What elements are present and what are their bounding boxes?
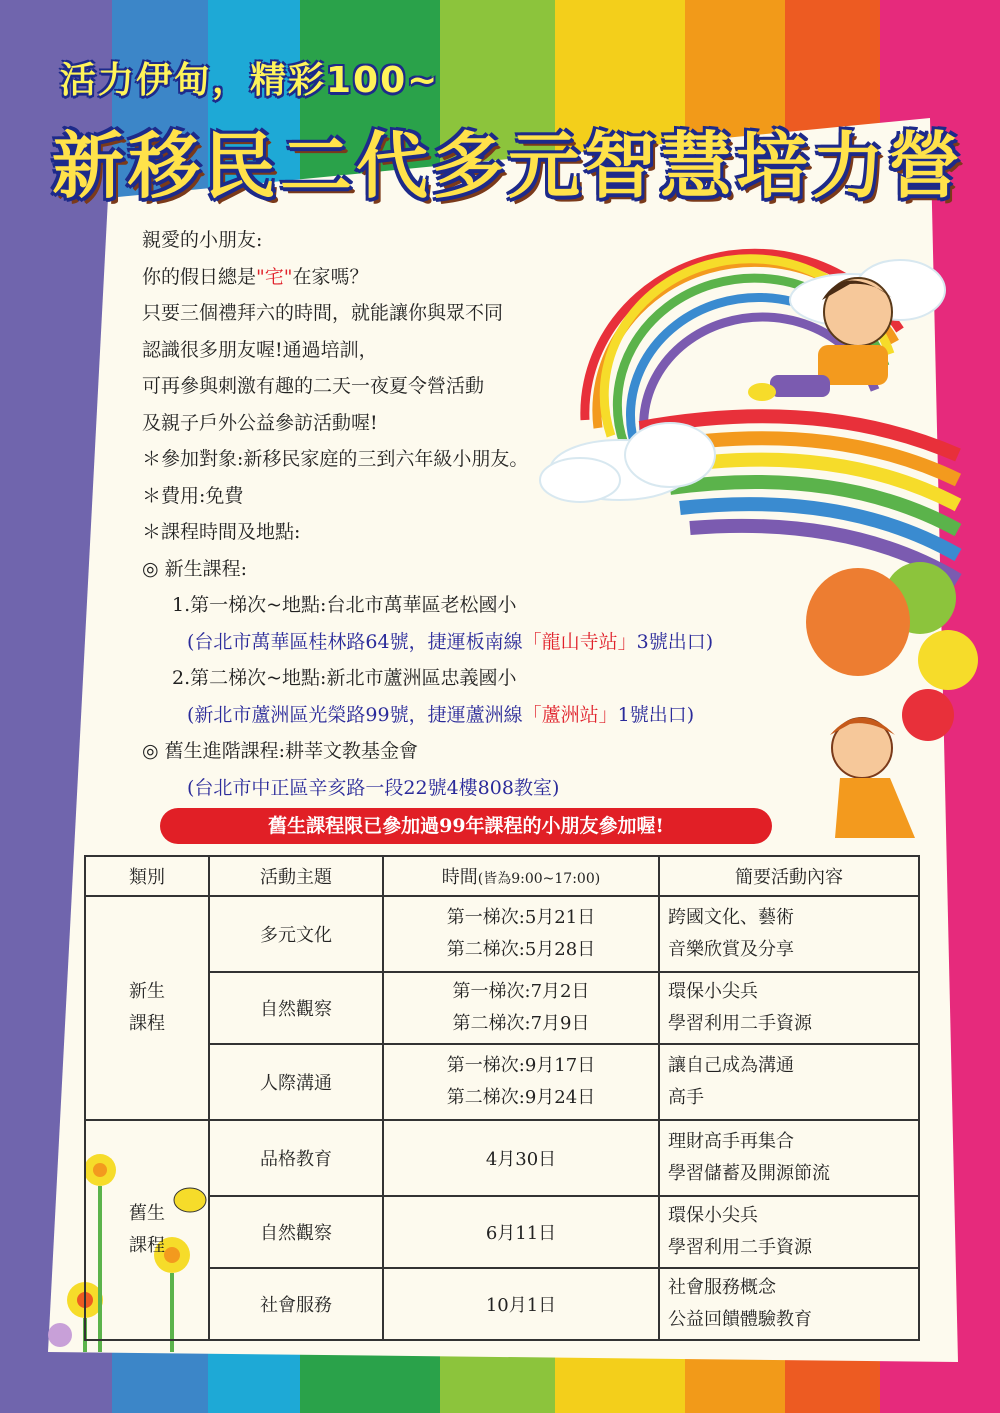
question-line — [142, 259, 782, 296]
question-after: 在家嗎？ — [292, 265, 369, 288]
content-cell — [659, 1268, 919, 1340]
content-line-2: 高手 — [668, 1087, 704, 1108]
content-cell — [659, 896, 919, 972]
theme-cell: 人際溝通 — [209, 1044, 383, 1120]
intro-line-6: 及親子戶外公益參訪活動喔! — [142, 411, 378, 434]
header-time-note: (皆為9:00~17:00) — [477, 871, 601, 887]
session-1-exit: 3號出口) — [636, 630, 714, 653]
question-highlight: "宅" — [256, 265, 293, 288]
theme-cell: 自然觀察 — [209, 1196, 383, 1268]
time-line-1: 第一梯次:7月2日 — [452, 981, 590, 1002]
time-cell — [383, 972, 659, 1044]
theme-cell: 多元文化 — [209, 896, 383, 972]
header-category: 類別 — [85, 856, 209, 896]
time-place-heading: ＊課程時間及地點: — [142, 521, 301, 543]
old-course-label-1: 舊生 — [129, 1203, 165, 1224]
table-row — [85, 1044, 919, 1120]
old-course-heading: ◎ 舊生進階課程:耕莘文教基金會 — [142, 740, 419, 762]
intro-line-4: 認識很多朋友喔!通過培訓， — [142, 338, 378, 361]
page-title: 新移民二代多元智慧培力營 — [52, 124, 965, 208]
theme-cell: 自然觀察 — [209, 972, 383, 1044]
session-2-exit: 1號出口) — [617, 703, 695, 726]
new-course-label — [85, 896, 209, 1120]
greeting: 親愛的小朋友: — [142, 229, 263, 251]
intro-text — [142, 222, 782, 806]
old-course-address: (台北市中正區辛亥路一段22號4樓808教室) — [187, 776, 560, 799]
new-course-heading: ◎ 新生課程: — [142, 557, 248, 580]
content-line-1: 環保小尖兵 — [668, 981, 758, 1002]
theme-cell: 社會服務 — [209, 1268, 383, 1340]
content-cell — [659, 1196, 919, 1268]
time-cell — [383, 896, 659, 972]
table-header-row — [85, 856, 919, 896]
session-1-address — [142, 624, 782, 661]
old-course-label — [85, 1120, 209, 1340]
table-row — [85, 1120, 919, 1196]
schedule-table — [84, 855, 920, 1341]
table-row — [85, 972, 919, 1044]
time-cell: 6月11日 — [383, 1196, 659, 1268]
time-line-1: 第一梯次:9月17日 — [446, 1055, 596, 1076]
theme-cell: 品格教育 — [209, 1120, 383, 1196]
content-line-1: 理財高手再集合 — [668, 1131, 794, 1152]
header-time — [383, 856, 659, 896]
header-theme: 活動主題 — [209, 856, 383, 896]
target-audience: ＊參加對象:新移民家庭的三到六年級小朋友。 — [142, 448, 529, 470]
session-2-station: 「蘆洲站」 — [522, 703, 618, 726]
session-1-station: 「龍山寺站」 — [522, 630, 637, 653]
old-course-label-2: 課程 — [129, 1235, 165, 1256]
content-cell — [659, 1120, 919, 1196]
time-line-2: 第二梯次:5月28日 — [446, 939, 596, 960]
intro-line-3: 只要三個禮拜六的時間，就能讓你與眾不同 — [142, 302, 504, 324]
content-cell — [659, 972, 919, 1044]
time-cell — [383, 1044, 659, 1120]
time-cell: 4月30日 — [383, 1120, 659, 1196]
header-content: 簡要活動內容 — [659, 856, 919, 896]
content-line-2: 學習利用二手資源 — [668, 1237, 812, 1258]
content-line-1: 環保小尖兵 — [668, 1205, 758, 1226]
session-2-location: 2.第二梯次~地點:新北市蘆洲區忠義國小 — [172, 667, 517, 689]
question-before: 你的假日總是 — [142, 265, 257, 288]
table-row — [85, 896, 919, 972]
header-time-label: 時間 — [441, 867, 478, 888]
new-course-label-2: 課程 — [129, 1013, 165, 1034]
content-line-2: 音樂欣賞及分享 — [668, 939, 794, 960]
intro-line-5: 可再參與刺激有趣的二天一夜夏令營活動 — [142, 375, 485, 397]
session-2-address-text: (新北市蘆洲區光榮路99號，捷運蘆洲線 — [187, 703, 523, 726]
page-subtitle: 活力伊甸，精彩100~ — [60, 60, 440, 101]
new-course-label-1: 新生 — [129, 981, 165, 1002]
time-line-2: 第二梯次:9月24日 — [446, 1087, 596, 1108]
content-line-1: 跨國文化、藝術 — [668, 907, 794, 928]
fee: ＊費用:免費 — [142, 484, 244, 507]
table-row — [85, 1268, 919, 1340]
content-line-1: 社會服務概念 — [668, 1277, 776, 1298]
session-1-location: 1.第一梯次~地點:台北市萬華區老松國小 — [172, 594, 517, 616]
content-cell — [659, 1044, 919, 1120]
time-cell: 10月1日 — [383, 1268, 659, 1340]
time-line-2: 第二梯次:7月9日 — [452, 1013, 590, 1034]
session-2-address — [142, 697, 782, 734]
content-line-2: 學習儲蓄及開源節流 — [668, 1163, 830, 1184]
content-line-2: 學習利用二手資源 — [668, 1013, 812, 1034]
session-1-address-text: (台北市萬華區桂林路64號，捷運板南線 — [187, 630, 523, 653]
content-line-1: 讓自己成為溝通 — [668, 1055, 794, 1076]
table-row — [85, 1196, 919, 1268]
time-line-1: 第一梯次:5月21日 — [446, 907, 596, 928]
notice-banner: 舊生課程限已參加過99年課程的小朋友參加喔! — [160, 808, 772, 844]
content-line-2: 公益回饋體驗教育 — [668, 1309, 812, 1330]
